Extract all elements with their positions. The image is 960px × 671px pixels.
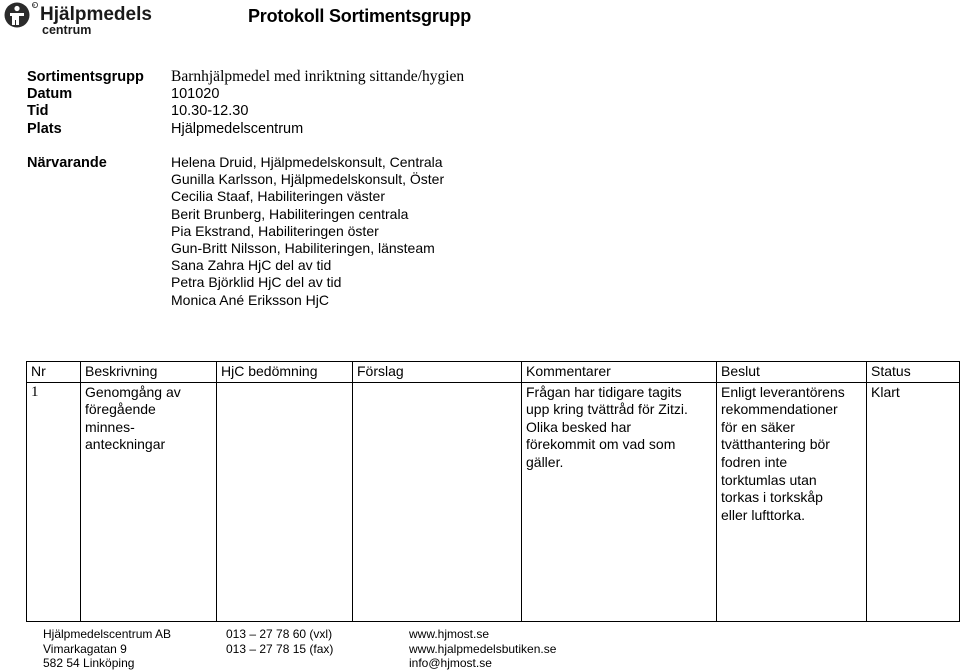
attendees-list [171, 154, 444, 309]
header-beskrivning: Beskrivning [81, 362, 217, 383]
footer-web [409, 627, 556, 671]
footer-link: www.hjalpmedelsbutiken.se [409, 641, 557, 656]
attendee: Gunilla Karlsson, Hjälpmedelskonsult, Öster [171, 171, 445, 188]
cell-beslut [717, 382, 867, 621]
logo-mark-icon [3, 2, 153, 36]
cell-line: torktumlas utan [721, 471, 817, 488]
footer-line: Vimarkagatan 9 [43, 641, 127, 656]
attendee: Petra Björklid HjC del av tid [171, 274, 342, 291]
meta-value: Hjälpmedelscentrum [171, 121, 304, 137]
cell-line: eller lufttorka. [721, 506, 806, 523]
meta-label: Sortimentsgrupp [27, 69, 144, 85]
header-hjc-bedomning: HjC bedömning [217, 362, 353, 383]
cell-line: Genomgång av [85, 383, 181, 400]
footer-line: 013 – 27 78 15 (fax) [226, 641, 334, 656]
attendee: Monica Ané Eriksson HjC [171, 291, 329, 308]
svg-text:centrum: centrum [42, 23, 92, 36]
meta-value: 101020 [171, 86, 220, 102]
cell-line: förekommit om vad som [526, 436, 676, 453]
cell-line: gäller. [526, 453, 564, 470]
footer-phone [226, 627, 333, 656]
meta-value: 10.30-12.30 [171, 103, 249, 119]
cell-kommentarer [522, 382, 717, 621]
meta-label: Tid [27, 103, 49, 119]
cell-line: för en säker [721, 418, 795, 435]
cell-line: Olika besked har [526, 418, 632, 435]
svg-text:Hjälpmedels: Hjälpmedels [40, 4, 152, 25]
cell-forslag [353, 382, 522, 621]
protocol-table [26, 361, 960, 622]
cell-line: Enligt leverantörens [721, 383, 845, 400]
attendee: Pia Ekstrand, Habiliteringen öster [171, 222, 379, 239]
attendee: Gun-Britt Nilsson, Habiliteringen, länsteam [171, 240, 435, 257]
footer-link: www.hjmost.se [409, 627, 490, 641]
cell-line: upp kring tvättråd för Zitzi. [526, 401, 688, 418]
table-header-row [27, 362, 960, 383]
meta-label: Plats [27, 121, 62, 137]
footer-line: Hjälpmedelscentrum AB [43, 627, 172, 641]
attendees-label: Närvarande [27, 155, 107, 171]
footer-link: info@hjmost.se [409, 656, 492, 670]
cell-line: tvätthantering bör [721, 436, 830, 453]
attendee: Cecilia Staaf, Habiliteringen väster [171, 188, 385, 205]
cell-hjc-bedomning [217, 382, 353, 621]
cell-line: Frågan har tidigare tagits [526, 383, 682, 400]
cell-line: föregående [85, 401, 156, 418]
header-status: Status [867, 362, 960, 383]
page-title: Protokoll Sortimentsgrupp [248, 6, 472, 26]
cell-beskrivning [81, 382, 217, 621]
hjalpmedelscentrum-logo [3, 2, 153, 36]
header-nr: Nr [27, 362, 81, 383]
cell-line: torkas i torkskåp [721, 489, 823, 506]
meta-label: Datum [27, 86, 73, 102]
table-row [27, 382, 960, 621]
cell-line: minnes- [85, 418, 135, 435]
meta-value: Barnhjälpmedel med inriktning sittande/hygien [171, 68, 465, 85]
header-beslut: Beslut [717, 362, 867, 383]
footer-line: 582 54 Linköping [43, 656, 135, 670]
header-forslag: Förslag [353, 362, 522, 383]
attendee: Helena Druid, Hjälpmedelskonsult, Centrala [171, 154, 443, 170]
footer-address [43, 627, 171, 671]
cell-line: fodren inte [721, 453, 788, 470]
attendee: Sana Zahra HjC del av tid [171, 257, 332, 274]
cell-status: Klart [867, 382, 960, 621]
svg-text:R: R [32, 2, 36, 8]
attendee: Berit Brunberg, Habiliteringen centrala [171, 205, 409, 222]
footer-line: 013 – 27 78 60 (vxl) [226, 627, 333, 641]
cell-nr: 1 [27, 382, 81, 621]
header-kommentarer: Kommentarer [522, 362, 717, 383]
cell-line: anteckningar [85, 436, 166, 453]
cell-line: rekommendationer [721, 401, 838, 418]
